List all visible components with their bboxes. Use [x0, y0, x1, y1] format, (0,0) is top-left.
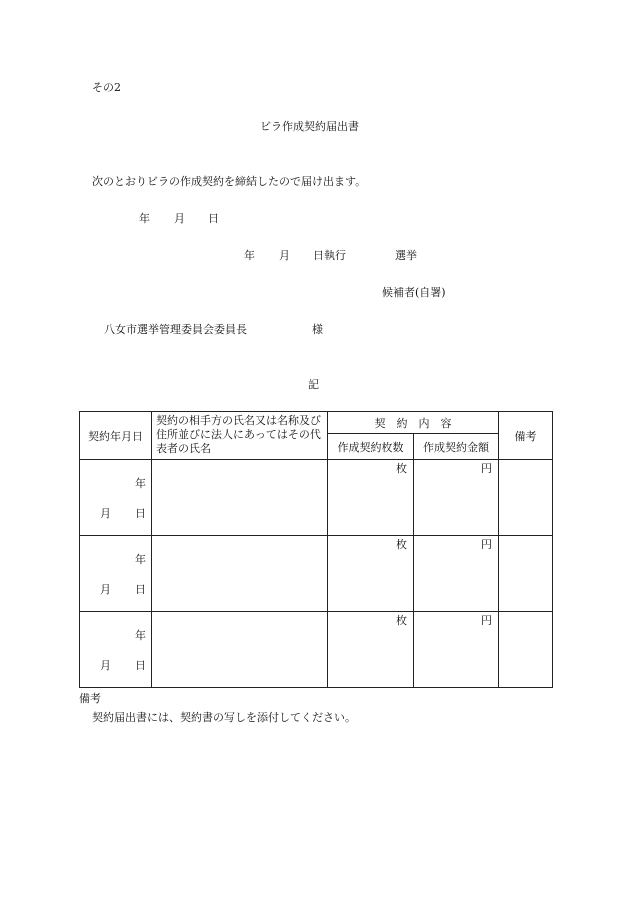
- row-year-label: 年: [135, 629, 146, 642]
- intro-text: 次のとおりビラの作成契約を締結したので届け出ます。: [92, 175, 367, 188]
- header-contract-content: 契 約 内 容: [328, 412, 499, 434]
- row-date-cell[interactable]: [80, 460, 152, 536]
- header-contract-date: 契約年月日: [80, 412, 152, 460]
- election-day-exec: 日執行: [313, 249, 346, 262]
- election-year: 年: [244, 249, 255, 262]
- row-remarks-cell[interactable]: [499, 612, 553, 688]
- table-row: [80, 536, 553, 612]
- row-amount-cell[interactable]: [414, 612, 499, 688]
- row-amount-cell[interactable]: [414, 536, 499, 612]
- row-day-label: 日: [135, 507, 146, 520]
- row-date-cell[interactable]: [80, 612, 152, 688]
- table-row: [80, 612, 553, 688]
- ki-marker: 記: [308, 378, 319, 391]
- section-number: その2: [92, 81, 121, 94]
- row-count-cell[interactable]: [328, 460, 414, 536]
- row-year-label: 年: [135, 553, 146, 566]
- row-count-cell[interactable]: [328, 536, 414, 612]
- notes-heading: 備考: [79, 692, 101, 705]
- contract-table: [79, 411, 553, 688]
- row-amount-unit: 円: [481, 614, 492, 627]
- document-title: ビラ作成契約届出書: [260, 120, 359, 133]
- header-count: 作成契約枚数: [328, 434, 414, 460]
- header-remarks: 備考: [499, 412, 553, 460]
- row-counterparty-cell[interactable]: [152, 612, 328, 688]
- row-month-label: 月: [100, 659, 111, 672]
- date-day: 日: [208, 212, 219, 225]
- header-amount: 作成契約金額: [414, 434, 499, 460]
- row-amount-unit: 円: [481, 538, 492, 551]
- notes-text: 契約届出書には、契約書の写しを添付してください。: [92, 711, 356, 724]
- row-count-unit: 枚: [396, 462, 407, 475]
- election-label: 選挙: [395, 249, 417, 262]
- row-remarks-cell[interactable]: [499, 460, 553, 536]
- date-year: 年: [139, 212, 150, 225]
- date-month: 月: [174, 212, 185, 225]
- row-counterparty-cell[interactable]: [152, 536, 328, 612]
- row-amount-cell[interactable]: [414, 460, 499, 536]
- row-year-label: 年: [135, 477, 146, 490]
- row-count-unit: 枚: [396, 614, 407, 627]
- row-remarks-cell[interactable]: [499, 536, 553, 612]
- row-date-cell[interactable]: [80, 536, 152, 612]
- candidate-signature-label: 候補者(自署): [382, 286, 446, 299]
- row-month-label: 月: [100, 583, 111, 596]
- addressee: 八女市選挙管理委員会委員長: [104, 323, 247, 336]
- header-counterparty: 契約の相手方の氏名又は名称及び住所並びに法人にあってはその代表者の氏名: [152, 412, 328, 460]
- row-day-label: 日: [135, 583, 146, 596]
- table-row: [80, 460, 553, 536]
- row-counterparty-cell[interactable]: [152, 460, 328, 536]
- row-count-cell[interactable]: [328, 612, 414, 688]
- row-amount-unit: 円: [481, 462, 492, 475]
- row-month-label: 月: [100, 507, 111, 520]
- election-month: 月: [279, 249, 290, 262]
- honorific: 様: [312, 323, 323, 336]
- row-day-label: 日: [135, 659, 146, 672]
- row-count-unit: 枚: [396, 538, 407, 551]
